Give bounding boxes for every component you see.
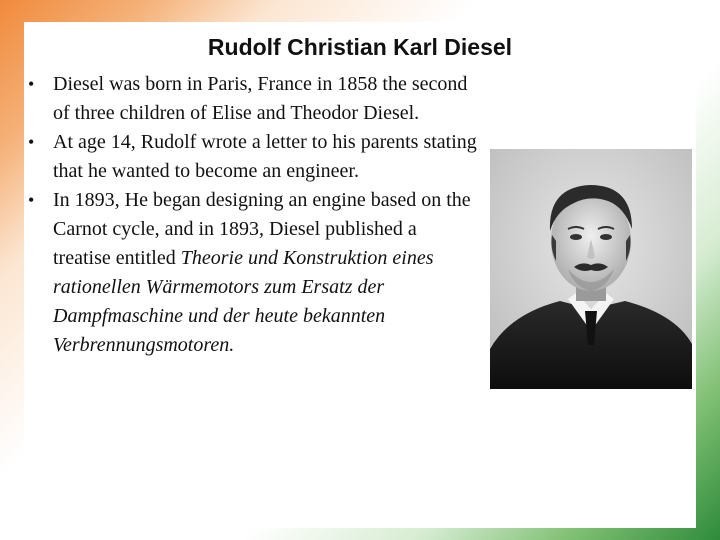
- bullet-text: Diesel was born in Paris, France in 1858 the second of three children of Elise and Theodor Diesel.: [53, 73, 468, 124]
- bullet-item: [24, 186, 479, 360]
- bullet-list: [24, 70, 479, 360]
- bullet-text: In 1893, He began designing an engine based on the Carnot cycle, and in 1893, Diesel published a treatise entitled: [53, 189, 471, 269]
- slide-title: Rudolf Christian Karl Diesel: [207, 34, 513, 60]
- bullet-text: At age 14, Rudolf wrote a letter to his parents stating that he wanted to become an engineer.: [53, 131, 477, 182]
- bullet-dot-icon: •: [28, 132, 35, 152]
- portrait-icon: [490, 149, 692, 389]
- bullet-dot-icon: •: [28, 74, 35, 94]
- bullet-item: [24, 70, 479, 128]
- portrait-photo: [490, 149, 692, 389]
- bullet-item: [24, 128, 479, 186]
- slide: [24, 22, 696, 528]
- bullet-dot-icon: •: [28, 190, 35, 210]
- treatise-title: Theorie und Konstruktion eines rationellen Wärmemotors zum Ersatz der Dampfmaschine und der heute bekannten Verbrennungsmotoren.: [53, 247, 434, 356]
